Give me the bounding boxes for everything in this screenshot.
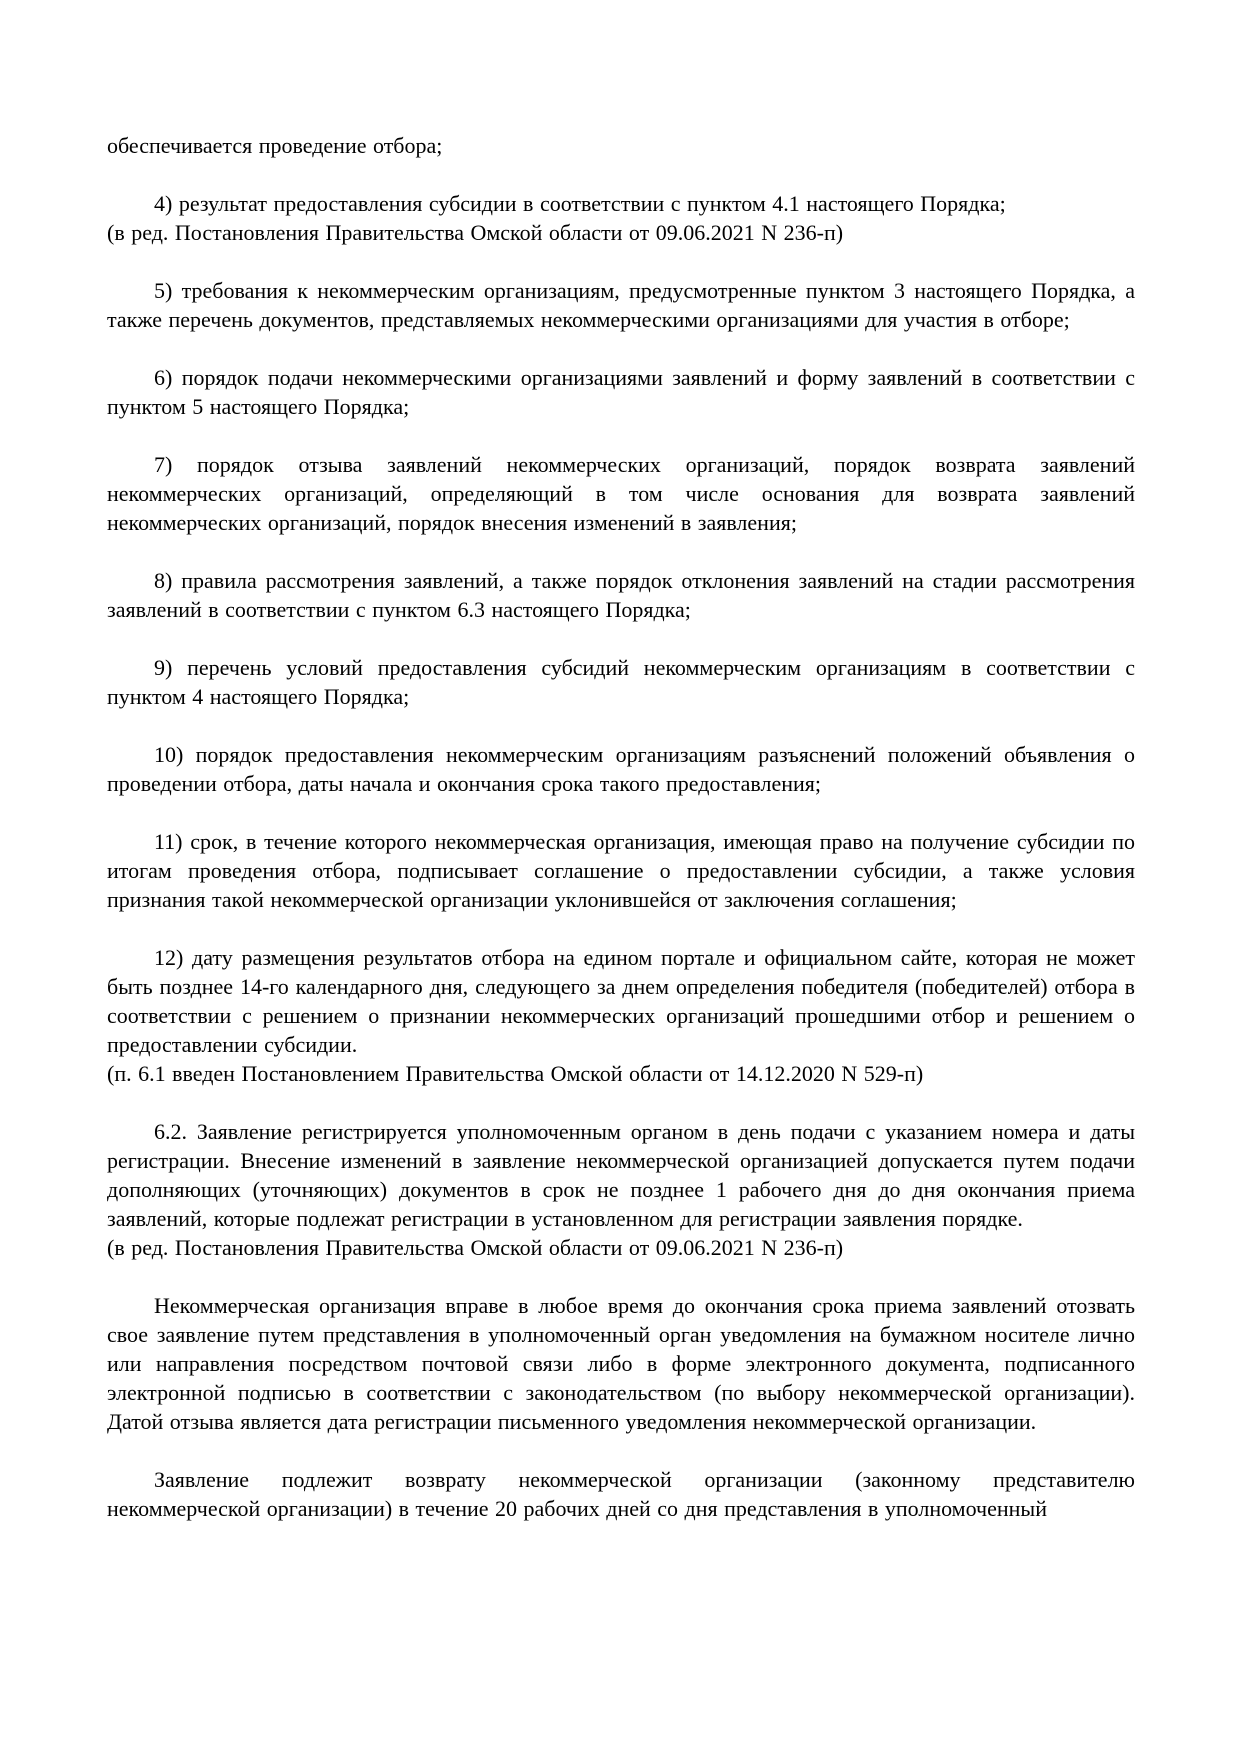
subparagraph-10: 10) порядок предоставления некоммерческим организациям разъяснений положений объявления о проведении отбора, даты начала и окончания срока такого предоставления;: [107, 742, 1135, 796]
subparagraph-5: 5) требования к некоммерческим организациям, предусмотренные пунктом 3 настоящего Порядка, а также перечень документов, представляемых некоммерческими организациями для участия в отборе;: [107, 278, 1135, 332]
subparagraph-6-block: [107, 363, 1135, 421]
subparagraph-9: 9) перечень условий предоставления субсидий некоммерческим организациям в соответствии с пунктом 4 настоящего Порядка;: [107, 655, 1135, 709]
subparagraph-8: 8) правила рассмотрения заявлений, а также порядок отклонения заявлений на стадии рассмотрения заявлений в соответствии с пунктом 6.3 настоящего Порядка;: [107, 568, 1135, 622]
withdrawal-paragraph-block: [107, 1291, 1135, 1436]
return-paragraph-block: [107, 1465, 1135, 1523]
return-paragraph: Заявление подлежит возврату некоммерческой организации (законному представителю некоммерческой организации) в течение 20 рабочих дней со дня представления в уполномоченный: [107, 1467, 1135, 1521]
paragraph-continuation: обеспечивается проведение отбора;: [107, 133, 443, 158]
subparagraph-8-block: [107, 566, 1135, 624]
amendment-note: (в ред. Постановления Правительства Омской области от 09.06.2021 N 236-п): [107, 220, 844, 245]
amendment-note: (в ред. Постановления Правительства Омской области от 09.06.2021 N 236-п): [107, 1235, 844, 1260]
subparagraph-9-block: [107, 653, 1135, 711]
clause-6-2-block: [107, 1117, 1135, 1262]
subparagraph-4: 4) результат предоставления субсидии в соответствии с пунктом 4.1 настоящего Порядка;: [154, 191, 1006, 216]
subparagraph-7: 7) порядок отзыва заявлений некоммерческих организаций, порядок возврата заявлений некоммерческих организаций, определяющий в том числе основания для возврата заявлений некоммерческих организаций, порядок внесения изменений в заявления;: [107, 452, 1135, 535]
subparagraph-11: 11) срок, в течение которого некоммерческая организация, имеющая право на получение субсидии по итогам проведения отбора, подписывает соглашение о предоставлении субсидии, а также условия признания такой некоммерческой организации уклонившейся от заключения соглашения;: [107, 829, 1135, 912]
continuation-line-block: [107, 131, 1135, 160]
subparagraph-6: 6) порядок подачи некоммерческими организациями заявлений и форму заявлений в соответствии с пунктом 5 настоящего Порядка;: [107, 365, 1135, 419]
subparagraph-7-block: [107, 450, 1135, 537]
subparagraph-10-block: [107, 740, 1135, 798]
subparagraph-12: 12) дату размещения результатов отбора на едином портале и официальном сайте, которая не может быть позднее 14-го календарного дня, следующего за днем определения победителя (победителей) отбора в соответствии с решением о признании некоммерческих организаций прошедшими отбор и решением о предоставлении субсидии.: [107, 945, 1135, 1057]
subparagraph-12-block: [107, 943, 1135, 1088]
subparagraph-4-block: [107, 189, 1135, 247]
withdrawal-paragraph: Некоммерческая организация вправе в любое время до окончания срока приема заявлений отозвать свое заявление путем представления в уполномоченный орган уведомления на бумажном носителе лично или направления посредством почтовой связи либо в форме электронного документа, подписанного электронной подписью в соответствии с законодательством (по выбору некоммерческой организации). Датой отзыва является дата регистрации письменного уведомления некоммерческой организации.: [107, 1293, 1135, 1434]
subparagraph-11-block: [107, 827, 1135, 914]
subparagraph-5-block: [107, 276, 1135, 334]
clause-6-2: 6.2. Заявление регистрируется уполномоченным органом в день подачи с указанием номера и даты регистрации. Внесение изменений в заявление некоммерческой организацией допускается путем подачи дополняющих (уточняющих) документов в срок не позднее 1 рабочего дня до дня окончания приема заявлений, которые подлежат регистрации в установленном для регистрации заявления порядке.: [107, 1119, 1135, 1231]
introduction-note: (п. 6.1 введен Постановлением Правительства Омской области от 14.12.2020 N 529-п): [107, 1061, 924, 1086]
